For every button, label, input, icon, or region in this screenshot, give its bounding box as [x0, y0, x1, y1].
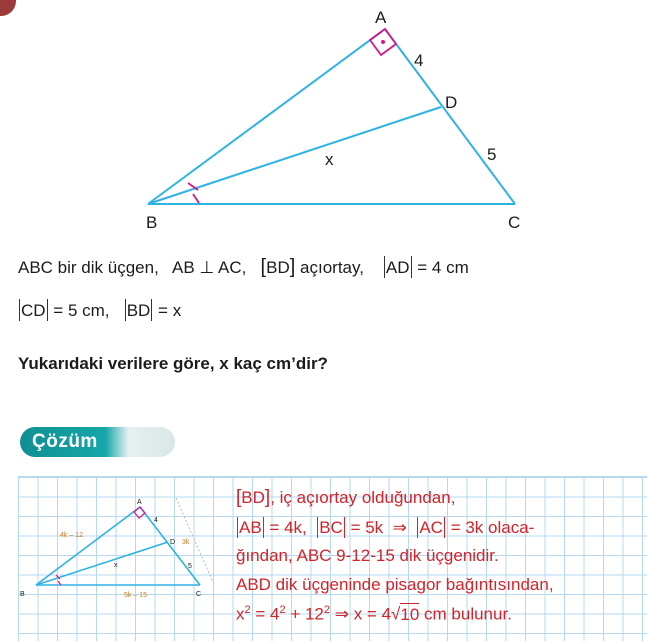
solution-line-3: ğından, ABC 9-12-15 dik üçgenidir. — [236, 546, 499, 565]
sol-ac: AC — [419, 518, 443, 537]
small-label-dc: 5 — [188, 563, 192, 570]
small-label-b: B — [20, 591, 25, 598]
solution-line-5: $x^2 = 4^2 + 12^2$ ⇒ x = 4√10 cm bulunur. — [236, 604, 512, 624]
bd-bracket-close: ] — [289, 256, 296, 278]
solution-line-1: [BD], iç açıortay olduğundan, — [236, 487, 456, 508]
sol-l5-plus: + 12 — [285, 604, 324, 624]
small-bisector — [36, 542, 168, 585]
sol-l5-x: x — [236, 604, 245, 624]
bisector-bd — [148, 107, 441, 204]
label-c: C — [508, 213, 521, 232]
sol-l5-end: cm bulunur. — [419, 604, 512, 624]
angle-tick-2 — [193, 194, 199, 203]
label-bd-x: x — [325, 150, 334, 169]
label-dc-length: 5 — [487, 145, 497, 164]
statement-perp: AB ⊥ AC, — [172, 258, 247, 277]
sol-exp-1: 2 — [244, 604, 251, 616]
small-label-d: D — [170, 539, 176, 546]
sol-ab: AB — [239, 518, 262, 537]
sol-bd: BD — [241, 488, 265, 507]
small-label-ab: 4k – 12 — [60, 532, 83, 539]
sol-ac-val: = 3k olaca- — [450, 518, 535, 537]
statement-line-2 — [18, 299, 181, 321]
statement-bd: BD — [266, 258, 290, 277]
small-label-c: C — [196, 591, 202, 598]
solution-small-figure — [18, 490, 218, 605]
small-side-ac — [140, 507, 200, 585]
label-d: D — [445, 93, 458, 112]
label-b: B — [146, 213, 158, 232]
statement-ad-value: = 4 cm — [417, 258, 469, 277]
statement-prefix: ABC bir dik üçgen, — [18, 258, 159, 277]
solution-tab — [20, 427, 175, 457]
sol-sqrt-arg: 10 — [400, 604, 420, 624]
solution-line-2 — [236, 517, 534, 538]
side-ac — [385, 29, 515, 204]
bd-bracket-open: [ — [260, 256, 267, 278]
label-ad-length: 4 — [414, 51, 424, 70]
sol-exp-2: 2 — [279, 604, 286, 616]
statement-line-1 — [18, 256, 469, 279]
statement-ad: AD — [385, 258, 410, 277]
label-a: A — [375, 8, 387, 27]
statement-cd: CD — [21, 301, 46, 320]
sol-bc-val: = 5k — [350, 518, 384, 537]
statement-cd-value: = 5 cm, — [53, 301, 110, 320]
small-label-dc-k: 3k — [182, 539, 190, 546]
small-label-ad: 4 — [154, 517, 158, 524]
small-label-a: A — [137, 499, 142, 506]
statement-bisector-word: açıortay, — [300, 258, 364, 277]
sol-l5-arrow: ⇒ x = 4 — [330, 604, 392, 624]
small-label-bd: x — [114, 562, 118, 569]
sol-line1-text: , iç açıortay olduğundan, — [270, 488, 456, 507]
right-angle-dot — [381, 40, 385, 44]
sol-l5-eq: = 4 — [250, 604, 280, 624]
small-side-ab — [36, 507, 140, 585]
statement-bd-value: = x — [158, 301, 182, 320]
sol-exp-3: 2 — [323, 604, 331, 616]
sol-arrow: ⇒ — [392, 518, 407, 537]
statement-bd2: BD — [126, 301, 151, 320]
main-triangle-figure — [0, 0, 649, 240]
sol-bc: BC — [319, 518, 343, 537]
solution-line-4: ABD dik üçgeninde pisagor bağıntısından, — [236, 575, 554, 594]
side-ab — [148, 29, 385, 204]
sol-ab-val: = 4k, — [269, 518, 307, 537]
small-label-bc: 5k – 15 — [124, 592, 147, 599]
question: Yukarıdaki verilere göre, x kaç cm’dir? — [18, 354, 328, 373]
solution-tab-label: Çözüm — [32, 431, 98, 452]
